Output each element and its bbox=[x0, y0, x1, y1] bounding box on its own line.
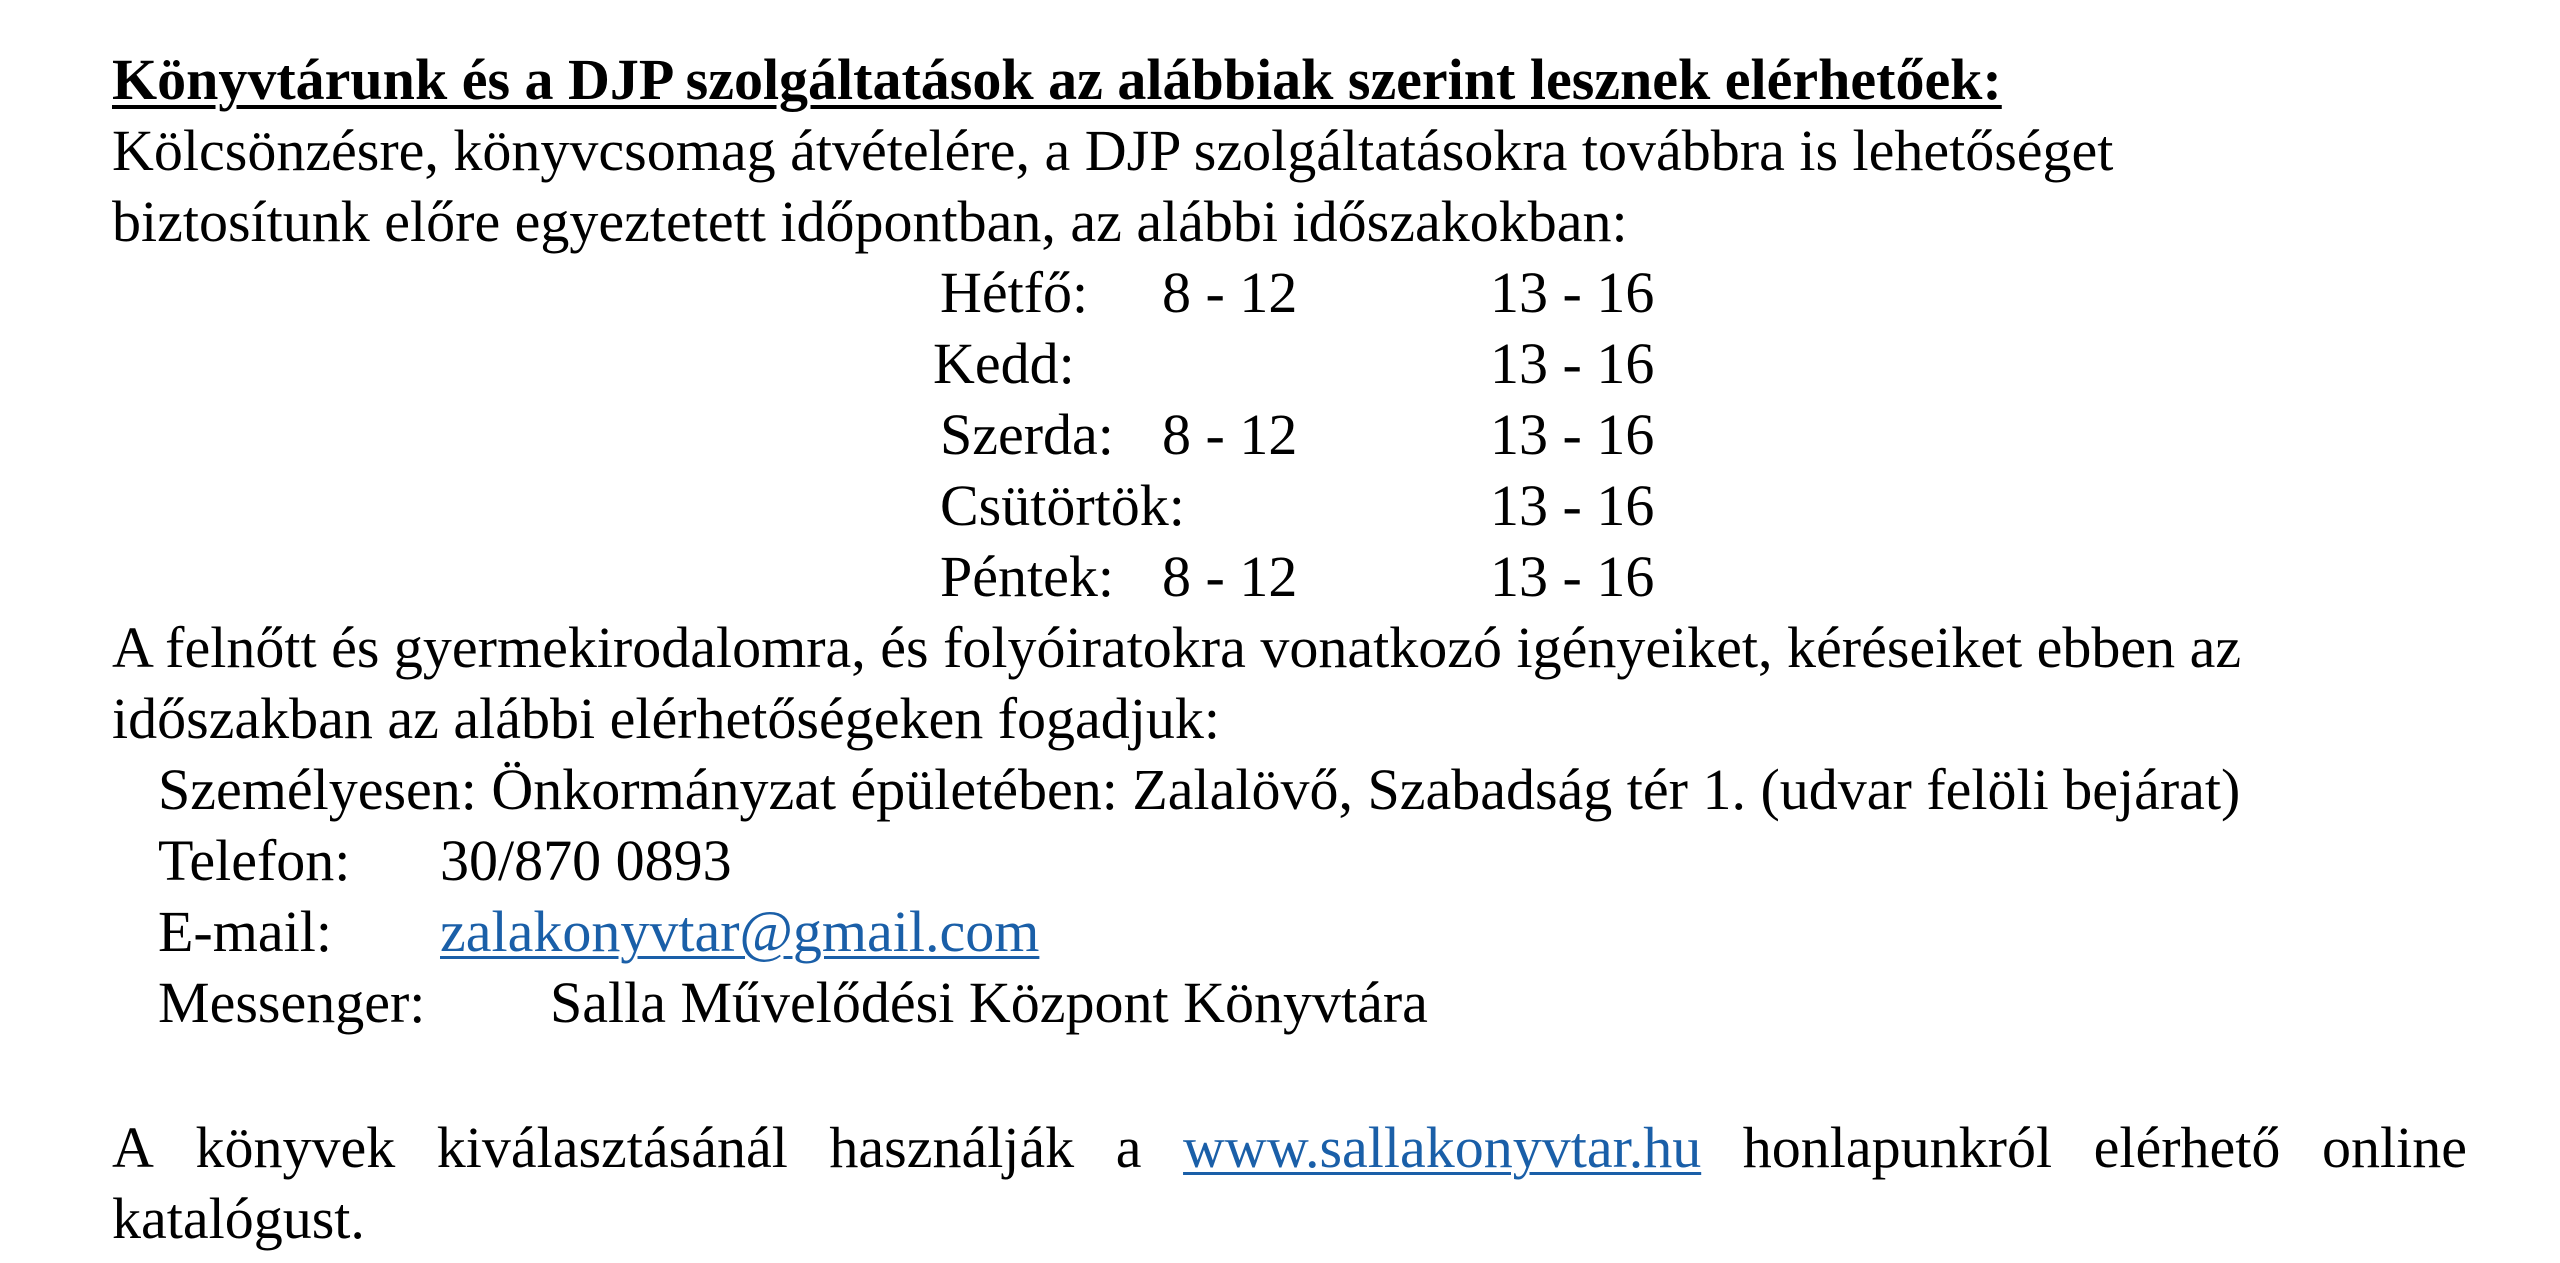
schedule-day: Szerda: bbox=[940, 402, 1114, 467]
schedule-day: Kedd: bbox=[933, 331, 1075, 396]
section-heading: Könyvtárunk és a DJP szolgáltatások az alábbiak szerint lesznek elérhetőek: bbox=[112, 47, 2002, 112]
contact-messenger-label: Messenger: bbox=[158, 970, 426, 1035]
catalog-word: A bbox=[112, 1115, 154, 1180]
contact-phone-value: 30/870 0893 bbox=[440, 828, 732, 893]
schedule-afternoon-hours: 13 - 16 bbox=[1490, 544, 1655, 609]
catalog-word: honlapunkról bbox=[1742, 1115, 2053, 1180]
schedule-day: Csütörtök: bbox=[940, 473, 1185, 538]
contact-email-link[interactable]: zalakonyvtar@gmail.com bbox=[440, 899, 1040, 964]
schedule-afternoon-hours: 13 - 16 bbox=[1490, 473, 1655, 538]
catalog-line-2: katalógust. bbox=[112, 1186, 365, 1251]
schedule-afternoon-hours: 13 - 16 bbox=[1490, 331, 1655, 396]
contact-personal: Személyesen: Önkormányzat épületében: Zalalövő, Szabadság tér 1. (udvar felöli bejárat) bbox=[158, 757, 2241, 822]
catalog-word: a bbox=[1115, 1115, 1142, 1180]
catalog-line-1 bbox=[112, 1112, 2467, 1183]
catalog-word: könyvek bbox=[195, 1115, 396, 1180]
schedule-day: Hétfő: bbox=[940, 260, 1089, 325]
intro-line-1: Kölcsönzésre, könyvcsomag átvételére, a DJP szolgáltatásokra továbbra is lehetőséget bbox=[112, 118, 2114, 183]
catalog-word: használják bbox=[829, 1115, 1075, 1180]
schedule-afternoon-hours: 13 - 16 bbox=[1490, 402, 1655, 467]
contact-email-label: E-mail: bbox=[158, 899, 332, 964]
schedule-day: Péntek: bbox=[940, 544, 1114, 609]
schedule-morning-hours: 8 - 12 bbox=[1162, 402, 1298, 467]
contact-messenger-value: Salla Művelődési Központ Könyvtára bbox=[550, 970, 1428, 1035]
requests-line-1: A felnőtt és gyermekirodalomra, és folyóiratokra vonatkozó igényeiket, kéréseiket ebben az bbox=[112, 615, 2242, 680]
schedule-morning-hours: 8 - 12 bbox=[1162, 544, 1298, 609]
requests-line-2: időszakban az alábbi elérhetőségeken fogadjuk: bbox=[112, 686, 1220, 751]
intro-line-2: biztosítunk előre egyeztetett időpontban, az alábbi időszakokban: bbox=[112, 189, 1628, 254]
catalog-word: kiválasztásánál bbox=[436, 1115, 788, 1180]
website-link[interactable]: www.sallakonyvtar.hu bbox=[1183, 1115, 1702, 1180]
catalog-word: online bbox=[2321, 1115, 2467, 1180]
schedule-afternoon-hours: 13 - 16 bbox=[1490, 260, 1655, 325]
catalog-word: elérhető bbox=[2093, 1115, 2281, 1180]
schedule-morning-hours: 8 - 12 bbox=[1162, 260, 1298, 325]
contact-phone-label: Telefon: bbox=[158, 828, 351, 893]
